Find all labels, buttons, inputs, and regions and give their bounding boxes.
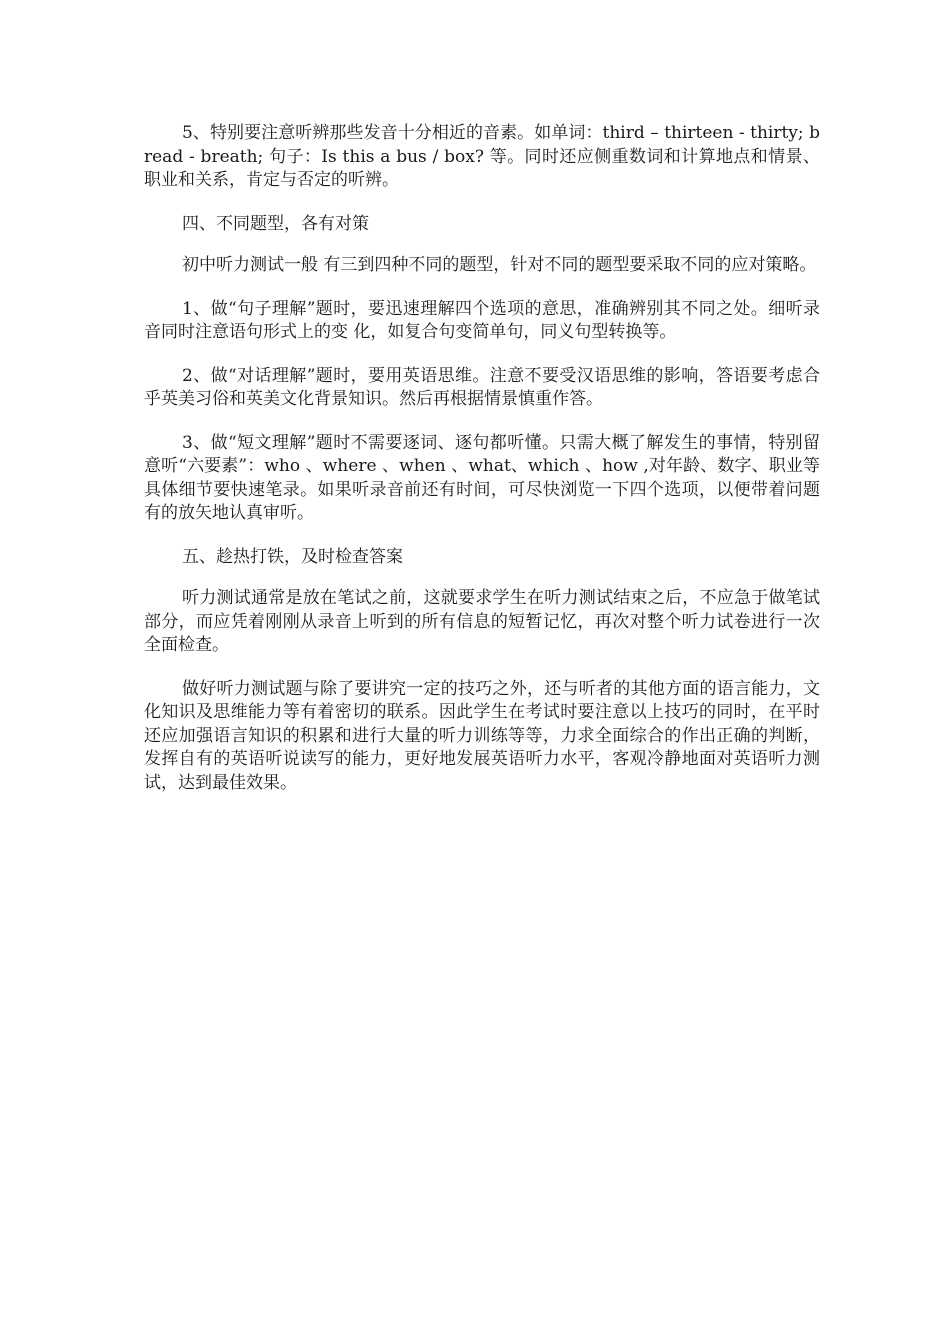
paragraph-sentence-understanding: 1、做“句子理解”题时，要迅速理解四个选项的意思，准确辨别其不同之处。细听录音同时注意语句形式上的变 化，如复合句变简单句，同义句型转换等。 — [144, 298, 820, 342]
paragraph-dialogue-understanding: 2、做“对话理解”题时，要用英语思维。注意不要受汉语思维的影响，答语要考虑合乎英美习俗和英美文化背景知识。然后再根据情景慎重作答。 — [144, 365, 820, 409]
paragraph-passage-understanding: 3、做“短文理解”题时不需要逐词、逐句都听懂。只需大概了解发生的事情，特别留意听“六要素”：who 、where 、when 、what、which 、how ,对年龄、数字、职业等具体细节要快速笔录。如果听录音前还有时间，可尽快浏览一下四个选项，以便带着问题有的放矢地认真审听。 — [144, 432, 820, 523]
paragraph-conclusion: 做好听力测试题与除了要讲究一定的技巧之外，还与听者的其他方面的语言能力，文化知识及思维能力等有着密切的联系。因此学生在考试时要注意以上技巧的同时，在平时还应加强语言知识的积累和进行大量的听力训练等等，力求全面综合的作出正确的判断，发挥自有的英语听说读写的能力，更好地发展英语听力水平，客观冷静地面对英语听力测试，达到最佳效果。 — [144, 678, 820, 793]
paragraph-check-answers: 听力测试通常是放在笔试之前，这就要求学生在听力测试结束之后，不应急于做笔试 部分，而应凭着刚刚从录音上听到的所有信息的短暂记忆，再次对整个听力试卷进行一次全面检查。 — [144, 588, 843, 655]
section-heading-5: 五、趁热打铁，及时检查答案 — [182, 546, 403, 567]
section-heading-4: 四、不同题型，各有对策 — [182, 213, 369, 234]
paragraph-intro-question-types: 初中听力测试一般 有三到四种不同的题型，针对不同的题型要采取不同的应对策略。 — [182, 255, 817, 275]
document-body — [144, 122, 843, 815]
paragraph-tip-5: 5、特别要注意听辨那些发音十分相近的音素。如单词：third – thirteen - thirty; bread - breath; 句子：Is this a bus / box? 等。同时还应侧重数词和计算地点和情景、职业和关系，肯定与否定的听辨。 — [144, 123, 820, 190]
